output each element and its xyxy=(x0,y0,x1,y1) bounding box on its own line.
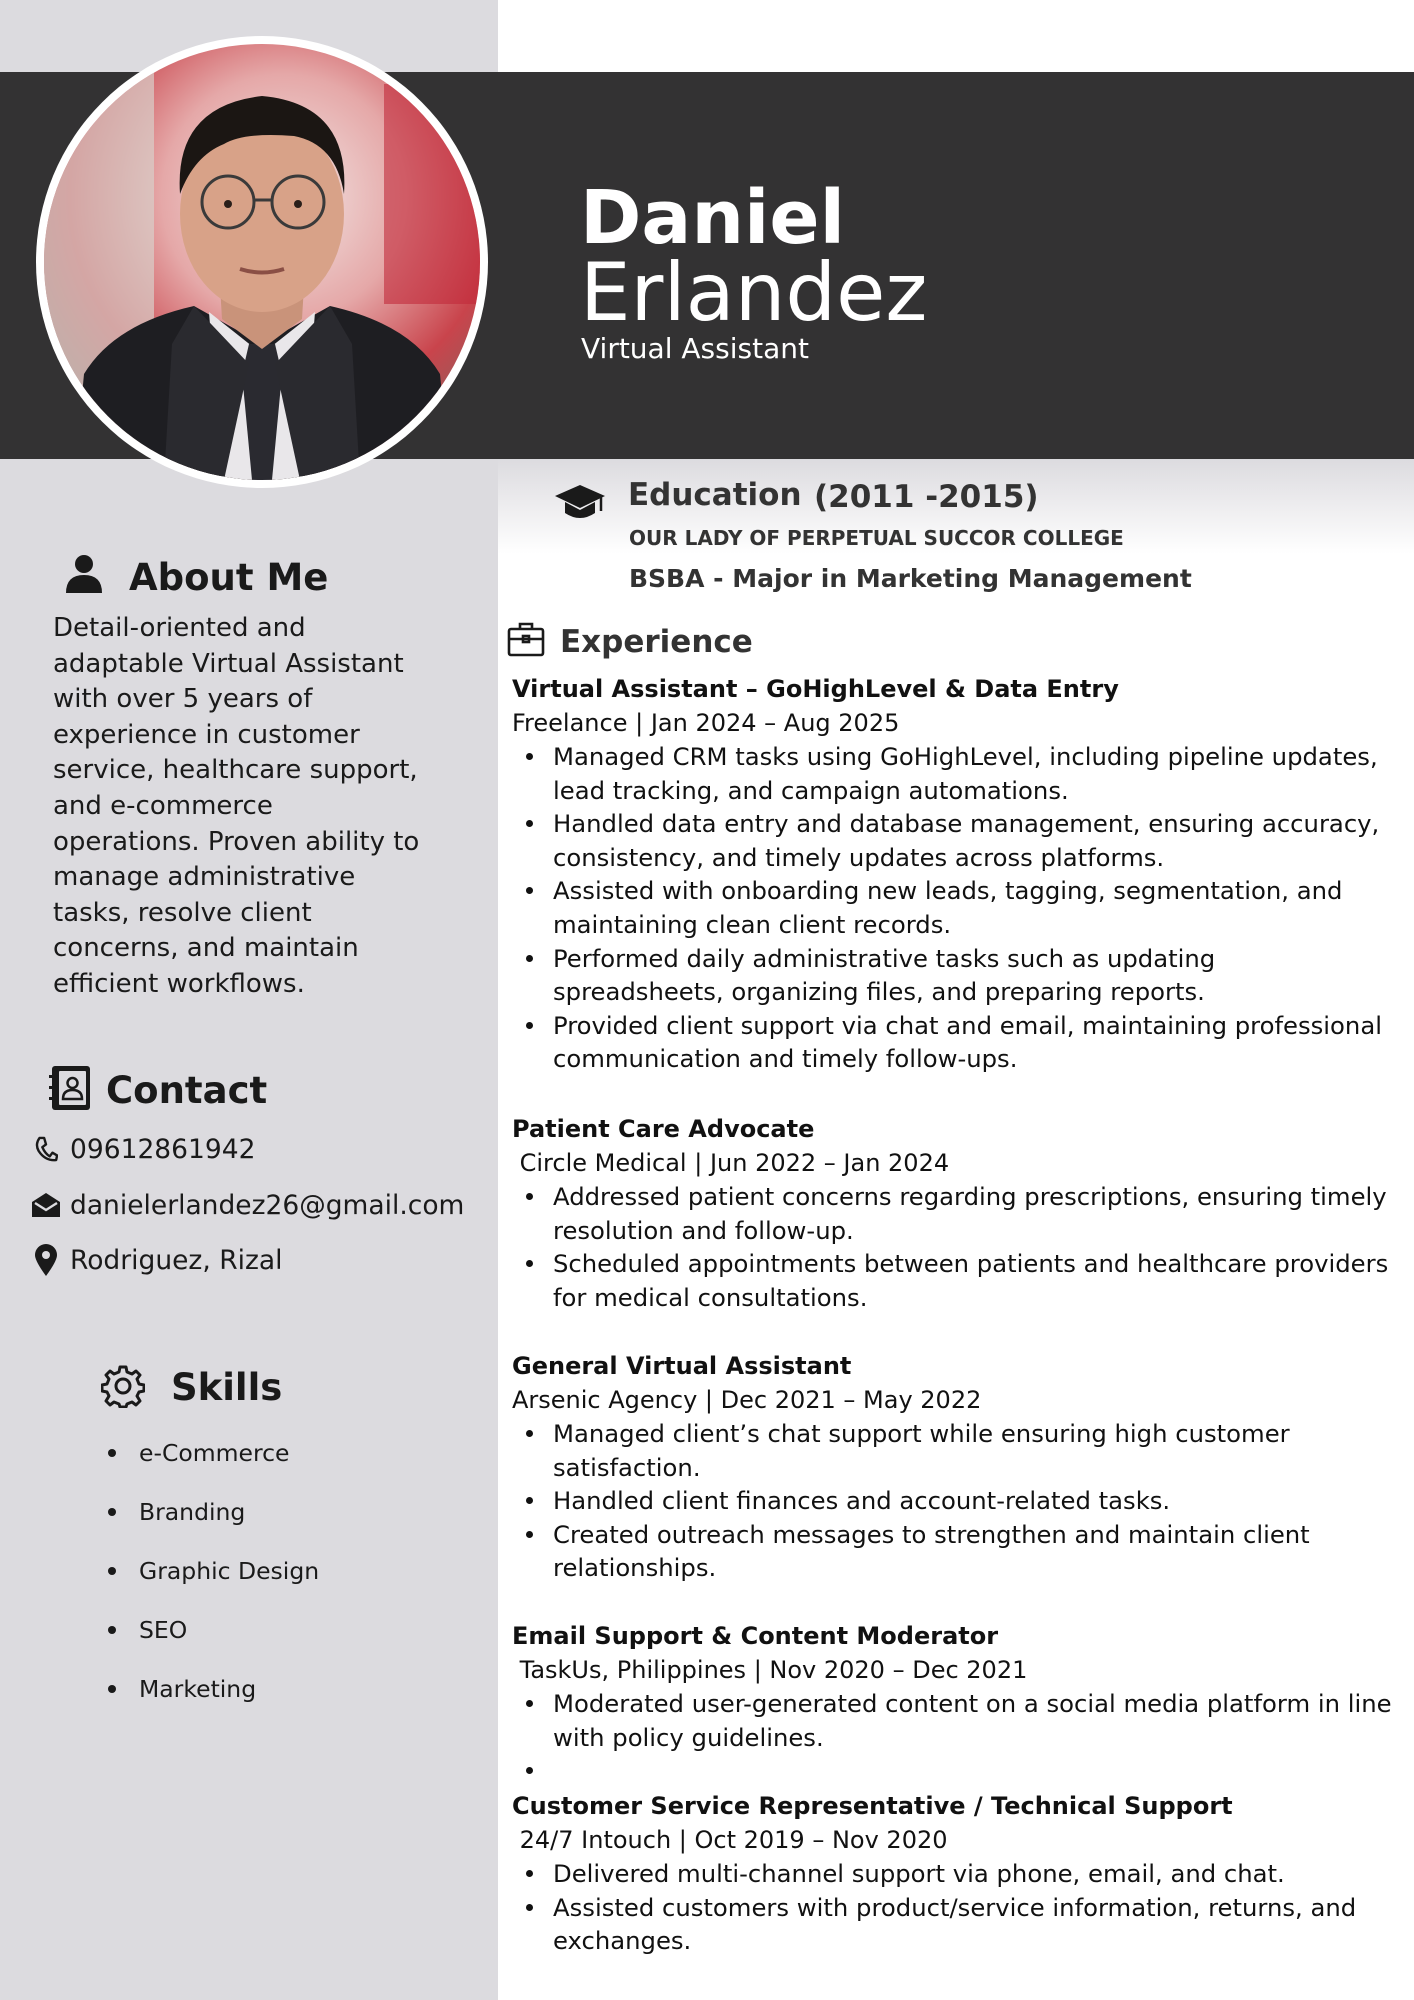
job-bullets xyxy=(512,740,1392,1076)
about-text xyxy=(53,611,493,1003)
about-line: tasks, resolve client xyxy=(53,897,312,928)
phone-number: 09612861942 xyxy=(70,1133,256,1165)
job-entry xyxy=(512,1349,1392,1585)
job-bullet: Provided client support via chat and email, maintaining professional communication and timely follow-ups. xyxy=(512,1009,1392,1076)
education-school: OUR LADY OF PERPETUAL SUCCOR COLLEGE xyxy=(629,526,1124,550)
job-bullets xyxy=(512,1180,1392,1314)
skills-title: Skills xyxy=(171,1366,283,1409)
job-bullets xyxy=(512,1857,1392,1958)
education-years: (2011 -2015) xyxy=(814,479,1039,515)
job-role: Virtual Assistant xyxy=(581,332,809,365)
job-title: Email Support & Content Moderator xyxy=(512,1622,999,1650)
contact-phone xyxy=(30,1132,255,1166)
job-bullets xyxy=(512,1417,1392,1585)
about-title: About Me xyxy=(129,556,329,599)
job-subtitle: 24/7 Intouch | Oct 2019 – Nov 2020 xyxy=(512,1826,948,1854)
education-degree: BSBA - Major in Marketing Management xyxy=(629,564,1192,593)
graduation-cap-icon xyxy=(554,481,606,527)
job-bullet: Addressed patient concerns regarding prescriptions, ensuring timely resolution and follow-up. xyxy=(512,1180,1392,1247)
skill-item: Marketing xyxy=(110,1675,256,1703)
contact-location xyxy=(30,1243,282,1277)
job-entry xyxy=(512,1112,1392,1314)
location-text: Rodriguez, Rizal xyxy=(70,1244,283,1276)
job-title: Customer Service Representative / Technical Support xyxy=(512,1792,1233,1820)
job-bullets xyxy=(512,1687,1392,1788)
about-line: adaptable Virtual Assistant xyxy=(53,648,404,679)
contact-title: Contact xyxy=(106,1069,268,1112)
job-entry xyxy=(512,672,1392,1076)
about-line: concerns, and maintain xyxy=(53,933,359,964)
experience-title: Experience xyxy=(560,624,753,660)
about-line: and e-commerce xyxy=(53,790,273,821)
briefcase-icon xyxy=(507,621,545,657)
job-bullet: Scheduled appointments between patients and healthcare providers for medical consultations. xyxy=(512,1247,1392,1314)
about-line: Detail-oriented and xyxy=(53,613,306,643)
contact-book-icon xyxy=(48,1065,92,1111)
job-subtitle: TaskUs, Philippines | Nov 2020 – Dec 2021 xyxy=(512,1656,1028,1684)
job-bullet: Created outreach messages to strengthen and maintain client relationships. xyxy=(512,1518,1392,1585)
job-subtitle: Arsenic Agency | Dec 2021 – May 2022 xyxy=(512,1386,982,1414)
skill-item: Branding xyxy=(110,1498,245,1526)
job-bullet: Delivered multi-channel support via phone, email, and chat. xyxy=(512,1857,1392,1891)
job-subtitle: Freelance | Jan 2024 – Aug 2025 xyxy=(512,709,900,737)
education-title: Education xyxy=(628,477,802,513)
gear-icon xyxy=(101,1364,145,1408)
skill-item: SEO xyxy=(110,1616,187,1644)
skill-item: Graphic Design xyxy=(110,1557,319,1585)
job-entry xyxy=(512,1789,1392,1958)
envelope-icon xyxy=(30,1188,62,1222)
job-title: General Virtual Assistant xyxy=(512,1352,852,1380)
job-bullet: Handled data entry and database management, ensuring accuracy, consistency, and timely updates across platforms. xyxy=(512,807,1392,874)
about-line: service, healthcare support, xyxy=(53,755,418,786)
about-line: operations. Proven ability to xyxy=(53,826,420,857)
skill-item: e-Commerce xyxy=(110,1439,290,1467)
job-title: Patient Care Advocate xyxy=(512,1115,815,1143)
phone-icon xyxy=(30,1132,62,1166)
about-line: efficient workflows. xyxy=(53,968,305,999)
job-bullet xyxy=(512,1754,1392,1788)
email-address[interactable]: danielerlandez26@gmail.com xyxy=(70,1189,465,1221)
job-bullet: Managed CRM tasks using GoHighLevel, including pipeline updates, lead tracking, and campaign automations. xyxy=(512,740,1392,807)
first-name: Daniel xyxy=(580,175,845,261)
about-line: with over 5 years of xyxy=(53,684,313,715)
last-name: Erlandez xyxy=(580,246,928,339)
job-bullet: Handled client finances and account-related tasks. xyxy=(512,1484,1392,1518)
about-line: manage administrative xyxy=(53,862,356,893)
job-subtitle: Circle Medical | Jun 2022 – Jan 2024 xyxy=(512,1149,950,1177)
contact-email xyxy=(30,1188,464,1222)
job-bullet: Assisted with onboarding new leads, tagging, segmentation, and maintaining clean client records. xyxy=(512,874,1392,941)
location-pin-icon xyxy=(30,1243,62,1277)
job-entry xyxy=(512,1619,1392,1788)
job-title: Virtual Assistant – GoHighLevel & Data Entry xyxy=(512,675,1119,703)
about-line: experience in customer xyxy=(53,719,360,750)
job-bullet: Moderated user-generated content on a social media platform in line with policy guidelines. xyxy=(512,1687,1392,1754)
profile-photo xyxy=(36,36,488,488)
job-bullet: Assisted customers with product/service information, returns, and exchanges. xyxy=(512,1891,1392,1958)
person-icon xyxy=(64,553,104,593)
job-bullet: Managed client’s chat support while ensuring high customer satisfaction. xyxy=(512,1417,1392,1484)
job-bullet: Performed daily administrative tasks such as updating spreadsheets, organizing files, and preparing reports. xyxy=(512,942,1392,1009)
